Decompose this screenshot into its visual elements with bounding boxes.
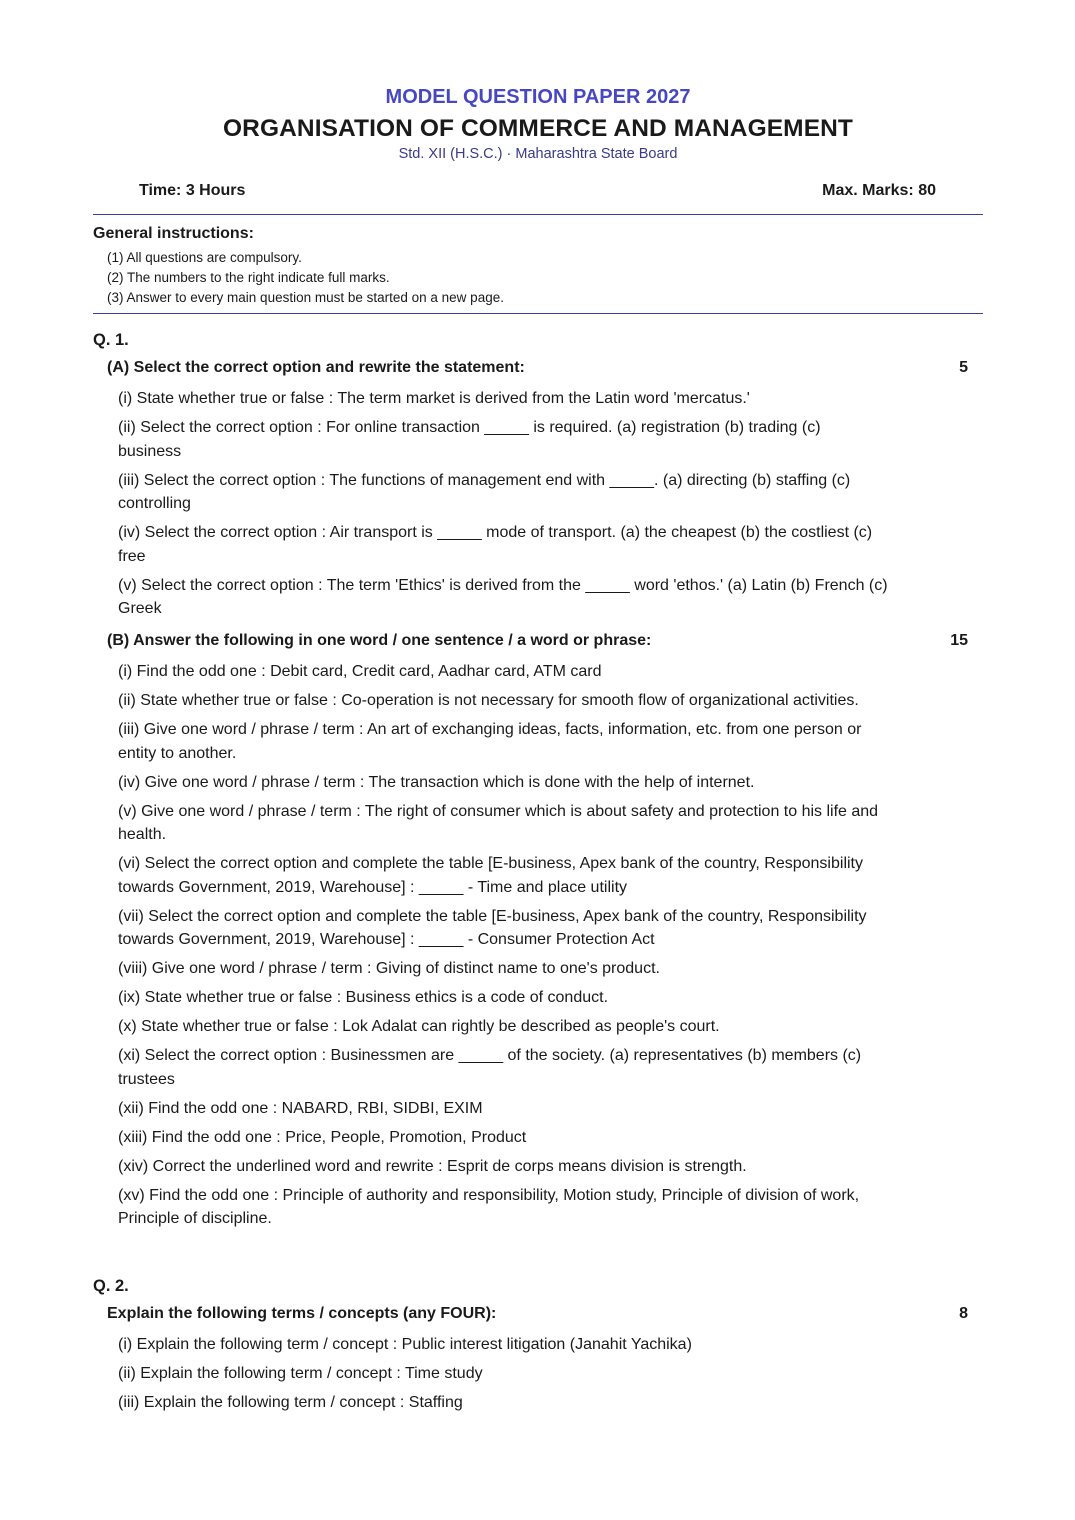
question-item: (iii) Select the correct option : The functions of management end with _____. (a) directing (b) staffing (c) controlling bbox=[118, 471, 851, 512]
question-item: (i) Find the odd one : Debit card, Credit card, Aadhar card, ATM card bbox=[118, 663, 602, 680]
q2-items bbox=[118, 1333, 888, 1420]
question-item: (x) State whether true or false : Lok Adalat can rightly be described as people's court. bbox=[118, 1018, 720, 1035]
question-item: (i) Explain the following term / concept : Public interest litigation (Janahit Yachika) bbox=[118, 1336, 692, 1353]
max-marks-label: Max. Marks: 80 bbox=[822, 182, 936, 199]
header-divider bbox=[93, 214, 983, 215]
question-item: (v) Select the correct option : The term 'Ethics' is derived from the _____ word 'ethos.' (a) Latin (b) French (c) Greek bbox=[118, 576, 888, 617]
q2-marks: 8 bbox=[959, 1305, 968, 1322]
instruction-item: (1) All questions are compulsory. bbox=[107, 250, 302, 265]
question-item: (xv) Find the odd one : Principle of authority and responsibility, Motion study, Principle of division of work, Principle of discipline. bbox=[118, 1186, 860, 1227]
question-2-label: Q. 2. bbox=[93, 1277, 129, 1295]
question-item: (vi) Select the correct option and complete the table [E-business, Apex bank of the country, Responsibility towards Government, 2019, Warehouse] : _____ - Time and place utility bbox=[118, 855, 863, 896]
question-item: (iv) Give one word / phrase / term : The transaction which is done with the help of internet. bbox=[118, 773, 755, 791]
section-a-heading bbox=[107, 359, 968, 377]
paper-title: ORGANISATION OF COMMERCE AND MANAGEMENT bbox=[223, 115, 853, 142]
question-item: (ix) State whether true or false : Business ethics is a code of conduct. bbox=[118, 989, 609, 1006]
section-b-items bbox=[118, 660, 888, 1236]
question-item: (iii) Give one word / phrase / term : An art of exchanging ideas, facts, information, etc. from one person or entity to another. bbox=[118, 721, 862, 762]
question-item: (ii) State whether true or false : Co-operation is not necessary for smooth flow of organizational activities. bbox=[118, 692, 859, 709]
question-item: (ii) Select the correct option : For online transaction _____ is required. (a) registration (b) trading (c) business bbox=[118, 419, 821, 460]
q2-title: Explain the following terms / concepts (any FOUR): bbox=[107, 1305, 497, 1322]
paper-meta-row bbox=[139, 182, 936, 200]
instruction-item: (3) Answer to every main question must be started on a new page. bbox=[107, 290, 504, 305]
q2-heading bbox=[107, 1305, 968, 1323]
question-item: (xiv) Correct the underlined word and rewrite : Esprit de corps means division is strength. bbox=[118, 1157, 747, 1175]
paper-tag: MODEL QUESTION PAPER 2027 bbox=[385, 86, 691, 108]
question-item: (ii) Explain the following term / concept : Time study bbox=[118, 1365, 483, 1382]
question-item: (iv) Select the correct option : Air transport is _____ mode of transport. (a) the cheapest (b) the costliest (c) free bbox=[118, 524, 873, 565]
question-item: (xiii) Find the odd one : Price, People, Promotion, Product bbox=[118, 1128, 527, 1146]
instructions-divider bbox=[93, 313, 983, 314]
instructions-heading: General instructions: bbox=[93, 225, 254, 242]
question-item: (i) State whether true or false : The term market is derived from the Latin word 'mercatus.' bbox=[118, 390, 750, 407]
section-b-title: (B) Answer the following in one word / one sentence / a word or phrase: bbox=[107, 632, 652, 649]
section-a-marks: 5 bbox=[959, 359, 968, 376]
instruction-item: (2) The numbers to the right indicate full marks. bbox=[107, 270, 390, 285]
question-item: (xi) Select the correct option : Businessmen are _____ of the society. (a) representatives (b) members (c) trustees bbox=[118, 1047, 862, 1088]
question-item: (viii) Give one word / phrase / term : Giving of distinct name to one's product. bbox=[118, 960, 660, 977]
question-item: (vii) Select the correct option and complete the table [E-business, Apex bank of the country, Responsibility towards Government, 2019, Warehouse] : _____ - Consumer Protection Act bbox=[118, 907, 867, 948]
section-b-marks: 15 bbox=[950, 632, 968, 649]
instructions-list bbox=[107, 248, 504, 308]
question-item: (v) Give one word / phrase / term : The right of consumer which is about safety and protection to his life and health. bbox=[118, 802, 879, 843]
question-1-label: Q. 1. bbox=[93, 331, 129, 349]
question-item: (xii) Find the odd one : NABARD, RBI, SIDBI, EXIM bbox=[118, 1099, 483, 1117]
section-a-items bbox=[118, 387, 888, 626]
paper-subtitle: Std. XII (H.S.C.) · Maharashtra State Board bbox=[398, 146, 678, 162]
question-item: (iii) Explain the following term / concept : Staffing bbox=[118, 1394, 463, 1411]
section-b-heading bbox=[107, 632, 968, 650]
time-label: Time: 3 Hours bbox=[139, 182, 246, 199]
section-a-title: (A) Select the correct option and rewrite the statement: bbox=[107, 359, 525, 376]
